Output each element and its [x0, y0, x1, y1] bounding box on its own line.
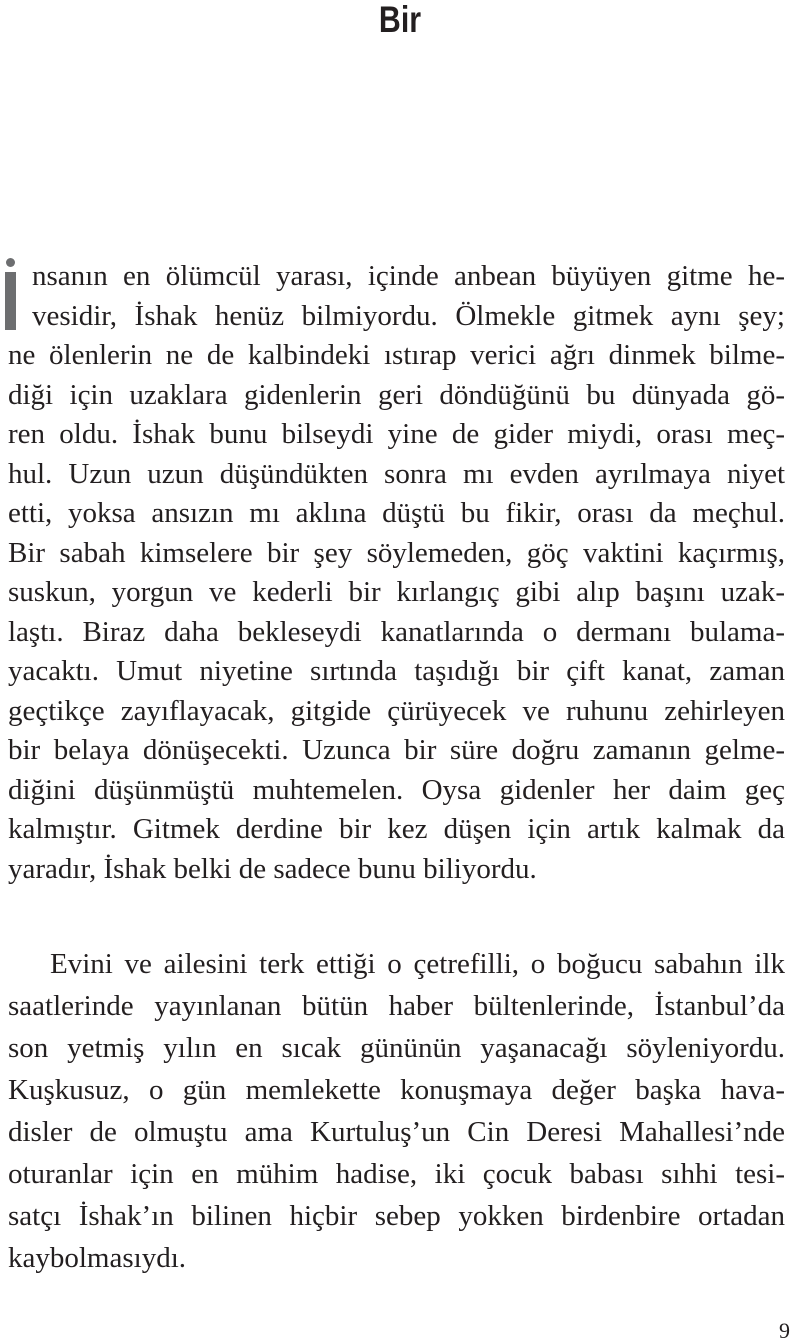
- text-line: Bir sabah kimselere bir şey söylemeden, göç vaktini kaçırmış,: [8, 536, 785, 569]
- text-line: Evini ve ailesini terk ettiği o çetrefilli, o boğucu sabahın ilk: [50, 948, 785, 980]
- paragraph-2: [8, 943, 785, 1279]
- text-line: oturanlar için en mühim hadise, iki çocuk babası sıhhi tesi-: [8, 1158, 785, 1190]
- text-line: suskun, yorgun ve kederli bir kırlangıç gibi alıp başını uzak-: [8, 576, 785, 608]
- page-number: 9: [779, 1318, 790, 1343]
- text-line: etti, yoksa ansızın mı aklına düştü bu fikir, orası da meçhul.: [8, 497, 785, 529]
- text-line: disler de olmuştu ama Kurtuluş’un Cin Deresi Mahallesi’nde: [8, 1116, 785, 1148]
- text-line: geçtikçe zayıflayacak, gitgide çürüyecek ve ruhunu zehirleyen: [8, 694, 785, 727]
- text-line: hul. Uzun uzun düşündükten sonra mı evden ayrılmaya niyet: [8, 457, 785, 490]
- text-line: saatlerinde yayınlanan bütün haber bültenlerinde, İstanbul’da: [8, 990, 785, 1022]
- text-line: son yetmiş yılın en sıcak gününün yaşanacağı söyleniyordu.: [8, 1032, 785, 1064]
- text-line: kaybolmasıydı.: [8, 1242, 187, 1274]
- text-line: kalmıştır. Gitmek derdine bir kez düşen için artık kalmak da: [8, 813, 785, 845]
- text-line: diğini düşünmüştü muhtemelen. Oysa gidenler her daim geç: [8, 773, 785, 806]
- text-line: satçı İshak’ın bilinen hiçbir sebep yokken birdenbire ortadan: [8, 1200, 785, 1232]
- text-line: bir belaya dönüşecekti. Uzunca bir süre doğru zamanın gelme-: [8, 734, 785, 766]
- text-line: yacaktı. Umut niyetine sırtında taşıdığı bir çift kanat, zaman: [8, 655, 785, 687]
- text-line: vesidir, İshak henüz bilmiyordu. Ölmekle gitmek aynı şey;: [32, 299, 785, 332]
- text-line: nsanın en ölümcül yarası, içinde anbean büyüyen gitme he-: [32, 260, 785, 292]
- text-line: laştı. Biraz daha bekleseydi kanatlarında o dermanı bulama-: [8, 615, 785, 648]
- text-line: ne ölenlerin ne de kalbindeki ıstırap verici ağrı dinmek bilme-: [8, 339, 785, 371]
- text-line: yaradır, İshak belki de sadece bunu biliyordu.: [8, 852, 537, 885]
- text-line: ren oldu. İshak bunu bilseydi yine de gider miydi, orası meç-: [8, 418, 785, 450]
- text-line: Kuşkusuz, o gün memlekette konuşmaya değer başka hava-: [8, 1074, 785, 1106]
- text-line: diği için uzaklara gidenlerin geri döndüğünü bu dünyada gö-: [8, 378, 785, 411]
- paragraph-1: [8, 257, 785, 889]
- chapter-title: Bir: [378, 0, 422, 40]
